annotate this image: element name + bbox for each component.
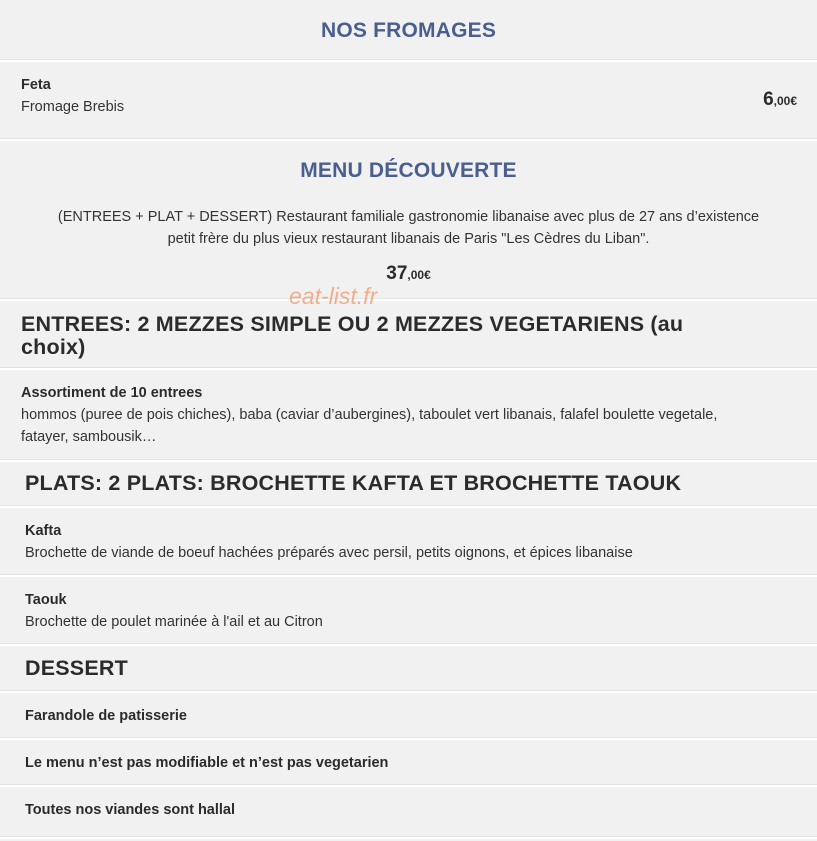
divider: [0, 298, 817, 301]
divider: [0, 459, 817, 462]
feta-price-main: 6: [763, 89, 774, 110]
dessert-item-hallal: Toutes nos viandes sont hallal: [25, 802, 236, 818]
taouk-name: Taouk: [25, 592, 67, 608]
entrees-item-name: Assortiment de 10 entrees: [21, 385, 203, 401]
kafta-desc: Brochette de viande de boeuf hachées préparés avec persil, petits oignons, et épices libanaise: [25, 545, 633, 561]
divider: [0, 690, 817, 693]
entrees-title-line2: choix): [21, 335, 86, 359]
menu-desc-line2: petit frère du plus vieux restaurant libanais de Paris "Les Cèdres du Liban".: [167, 231, 650, 247]
divider: [0, 367, 817, 370]
feta-desc: Fromage Brebis: [21, 99, 125, 115]
divider: [0, 505, 817, 508]
plats-title: PLATS: 2 PLATS: BROCHETTE KAFTA ET BROCHETTE TAOUK: [25, 471, 682, 495]
entrees-item-desc-line1: hommos (puree de pois chiches), baba (caviar d’aubergines), taboulet vert libanais, falafel boulette vegetale,: [21, 407, 718, 423]
divider: [0, 643, 817, 646]
dessert-item-note: Le menu n’est pas modifiable et n’est pas vegetarien: [25, 755, 389, 771]
feta-price: [763, 89, 797, 111]
kafta-name: Kafta: [25, 523, 62, 539]
fromages-title: NOS FROMAGES: [320, 19, 497, 42]
taouk-desc: Brochette de poulet marinée à l'ail et au Citron: [25, 614, 323, 630]
menu-price-cents: ,00€: [407, 268, 431, 282]
divider: [0, 737, 817, 740]
feta-name: Feta: [21, 77, 51, 93]
divider: [0, 59, 817, 62]
divider: [0, 574, 817, 577]
menu-price-main: 37: [386, 263, 408, 284]
menu-title: MENU DÉCOUVERTE: [300, 159, 517, 182]
divider: [0, 784, 817, 787]
dessert-item-patisserie: Farandole de patisserie: [25, 708, 187, 724]
divider: [0, 836, 817, 839]
feta-price-cents: ,00€: [773, 94, 797, 108]
dessert-title: DESSERT: [25, 656, 128, 680]
watermark-logo: eat-list.fr: [289, 283, 378, 309]
entrees-item-desc-line2: fatayer, sambousik…: [21, 429, 157, 445]
menu-price: [0, 263, 817, 285]
menu-desc-line1: (ENTREES + PLAT + DESSERT) Restaurant familiale gastronomie libanaise avec plus de 27 ans d’existence: [57, 209, 760, 225]
entrees-title-line1: ENTREES: 2 MEZZES SIMPLE OU 2 MEZZES VEGETARIENS (au: [21, 312, 684, 336]
divider: [0, 138, 817, 141]
